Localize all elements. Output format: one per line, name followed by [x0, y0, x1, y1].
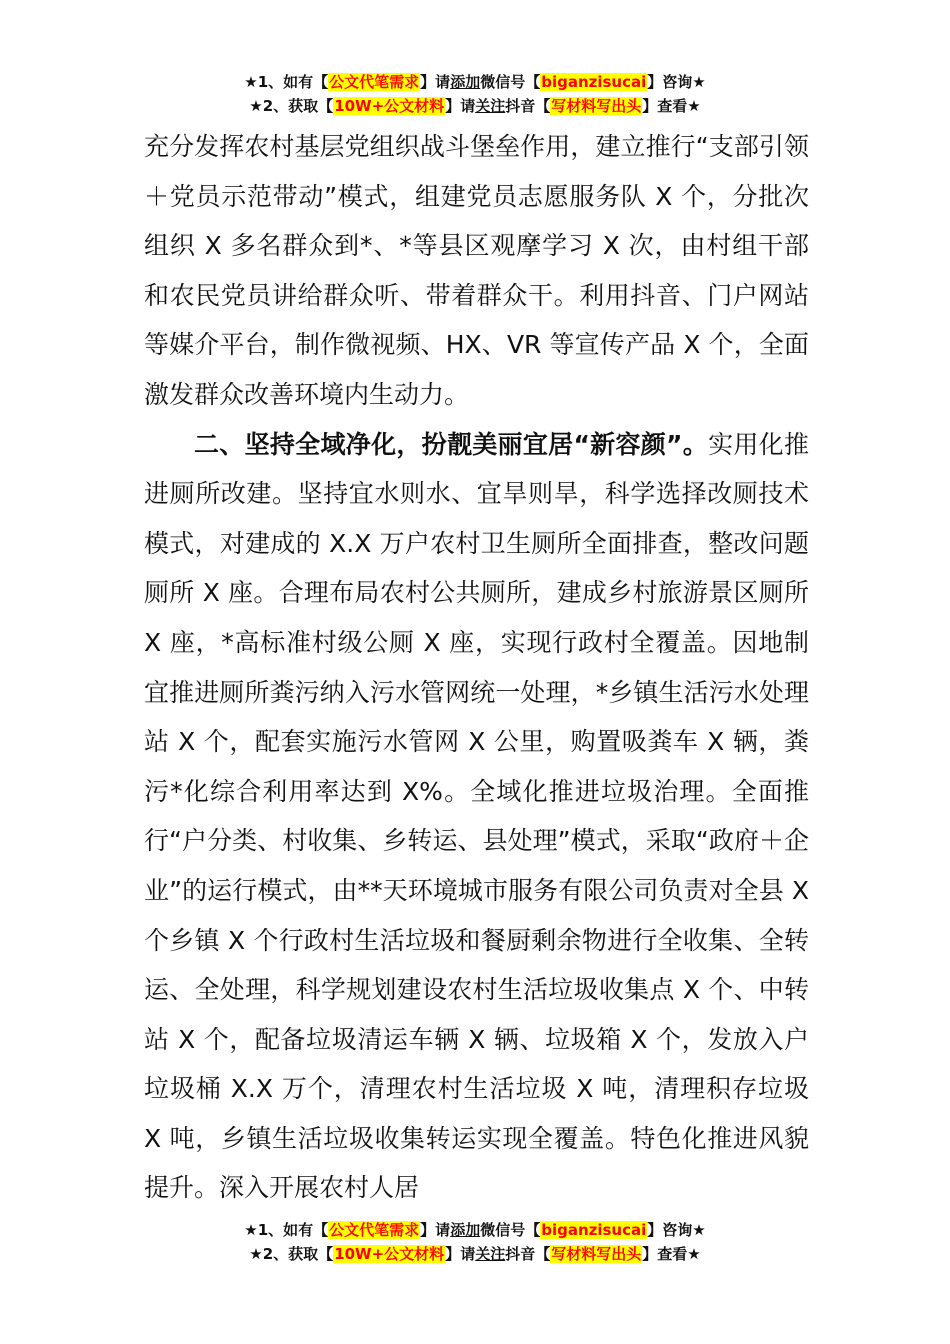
banner-text: ★1、如有【 [244, 73, 329, 91]
header-banner [0, 70, 950, 118]
highlight-materials: 10W+公文材料 [334, 97, 445, 115]
highlight-wechat-id: biganzisucai [541, 1221, 647, 1239]
banner-text: 】咨询★ [647, 73, 706, 91]
banner-text: ★2、获取【 [249, 97, 334, 115]
highlight-douyin-account: 写材料写出头 [551, 1245, 642, 1263]
banner-text: 】查看★ [642, 97, 701, 115]
banner-text: 微信号【 [480, 73, 541, 91]
banner-line-1 [0, 70, 950, 94]
banner-text: 抖音【 [505, 1245, 551, 1263]
banner-text: 】请 [420, 73, 451, 91]
section-heading: 二、坚持全域净化，扮靓美丽宜居“新容颜”。 [194, 429, 709, 459]
banner-text: 】咨询★ [647, 1221, 706, 1239]
banner-line-1 [0, 1218, 950, 1242]
body-paragraph-2 [144, 420, 809, 1214]
banner-line-2 [0, 1242, 950, 1266]
banner-text: 】查看★ [642, 1245, 701, 1263]
footer-banner [0, 1218, 950, 1266]
highlight-service: 公文代笔需求 [329, 73, 420, 91]
body-paragraph-1: 充分发挥农村基层党组织战斗堡垒作用，建立推行“支部引领＋党员示范带动”模式，组建党员志愿服务队 X 个，分批次组织 X 多名群众到*、*等县区观摩学习 X 次，由村组干部和农民党员讲给群众听、带着群众干。利用抖音、门户网站等媒介平台，制作微视频、HX、VR 等宣传产品 X 个，全面激发群众改善环境内生动力。 [144, 132, 809, 409]
underline-follow: 关注 [475, 1245, 506, 1263]
banner-text: 】请 [420, 1221, 451, 1239]
banner-line-2 [0, 94, 950, 118]
underline-follow: 关注 [475, 97, 506, 115]
banner-text: 】请 [445, 1245, 476, 1263]
section-text: 实用化推进厕所改建。坚持宜水则水、宜旱则旱，科学选择改厕技术模式，对建成的 X.X 万户农村卫生厕所全面排查，整改问题厕所 X 座。合理布局农村公共厕所，建成乡村旅游景区厕所 X 座，*高标准村级公厕 X 座，实现行政村全覆盖。因地制宜推进厕所粪污纳入污水管网统一处理，*乡镇生活污水处理站 X 个，配套实施污水管网 X 公里，购置吸粪车 X 辆，粪污*化综合利用率达到 X%。全域化推进垃圾治理。全面推行“户分类、村收集、乡转运、县处理”模式，采取“政府＋企业”的运行模式，由**天环境城市服务有限公司负责对全县 X 个乡镇 X 个行政村生活垃圾和餐厨剩余物进行全收集、全转运、全处理，科学规划建设农村生活垃圾收集点 X 个、中转站 X 个，配备垃圾清运车辆 X 辆、垃圾箱 X 个，发放入户垃圾桶 X.X 万个，清理农村生活垃圾 X 吨，清理积存垃圾 X 吨，乡镇生活垃圾收集转运实现全覆盖。特色化推进风貌提升。深入开展农村人居 [144, 429, 809, 1203]
banner-text: 微信号【 [480, 1221, 541, 1239]
underline-add: 添加 [450, 1221, 481, 1239]
banner-text: ★2、获取【 [249, 1245, 334, 1263]
document-body [144, 122, 809, 1213]
highlight-wechat-id: biganzisucai [541, 73, 647, 91]
banner-text: 】请 [445, 97, 476, 115]
highlight-materials: 10W+公文材料 [334, 1245, 445, 1263]
highlight-douyin-account: 写材料写出头 [551, 97, 642, 115]
banner-text: ★1、如有【 [244, 1221, 329, 1239]
highlight-service: 公文代笔需求 [329, 1221, 420, 1239]
underline-add: 添加 [450, 73, 481, 91]
banner-text: 抖音【 [505, 97, 551, 115]
